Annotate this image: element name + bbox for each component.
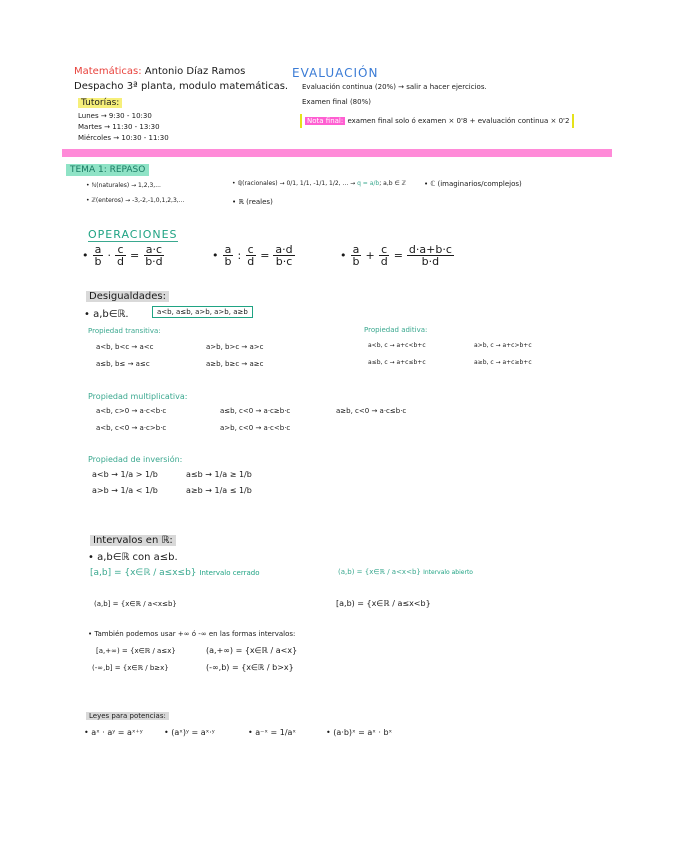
aditiva-title: Propiedad aditiva: bbox=[364, 326, 428, 334]
frac-result bbox=[407, 244, 454, 267]
num: a·c bbox=[145, 243, 163, 256]
ley-potencia-1: • aˣ · aʸ = aˣ⁺ʸ bbox=[84, 728, 143, 737]
inversion-4: a≥b → 1/a ≤ 1/b bbox=[186, 486, 252, 495]
transitiva-1: a<b, b<c → a<c bbox=[96, 343, 154, 351]
equals: = bbox=[129, 249, 140, 262]
den: d bbox=[380, 255, 388, 268]
intervalo-cerrado bbox=[90, 568, 260, 578]
desigualdades-title: Desigualdades: bbox=[86, 291, 169, 302]
inversion-3: a>b → 1/a < 1/b bbox=[92, 486, 158, 495]
intervalo-inf-4: (-∞,b) = {x∈ℝ / b>x} bbox=[206, 663, 294, 672]
ley-1-text: aˣ · aʸ = aˣ⁺ʸ bbox=[91, 728, 143, 737]
evaluacion-title: EVALUACIÓN bbox=[292, 66, 379, 80]
transitiva-4: a≥b, b≥c → a≥c bbox=[206, 360, 264, 368]
bullet: • bbox=[212, 249, 219, 262]
racionales-seq: 0/1, 1/1, -1/1, 1/2, ... bbox=[286, 180, 349, 187]
potencias-title: Leyes para potencias: bbox=[86, 712, 169, 720]
desigualdades-box: a<b, a≤b, a>b, a>b, a≥b bbox=[152, 306, 253, 318]
racionales: • ℚ(racionales) → 0/1, 1/1, -1/1, 1/2, ... → q = a/b; a,b ∈ ℤ bbox=[232, 180, 407, 187]
num: a bbox=[94, 243, 102, 256]
ley-3-text: a⁻ˣ = 1/aˣ bbox=[255, 728, 296, 737]
operaciones-title: OPERACIONES bbox=[88, 228, 178, 241]
complejos-text: ℂ (imaginarios/complejos) bbox=[430, 180, 522, 188]
ley-4-text: (a·b)ˣ = aˣ · bˣ bbox=[333, 728, 393, 737]
racionales-pre: ℚ(racionales) → bbox=[237, 180, 287, 187]
aditiva-1: a<b, c → a+c<b+c bbox=[368, 342, 426, 349]
tutorias-label: Tutorías: bbox=[78, 98, 122, 108]
den: b bbox=[94, 255, 102, 268]
teacher-name: Antonio Díaz Ramos bbox=[144, 66, 246, 77]
ley-potencia-2: • (aˣ)ʸ = aˣ·ʸ bbox=[164, 728, 215, 737]
enteros-text: ℤ(enteros) → -3,-2,-1,0,1,2,3,... bbox=[91, 197, 185, 204]
reales-text: ℝ (reales) bbox=[238, 198, 273, 206]
transitiva-3: a≤b, b≤ → a≤c bbox=[96, 360, 150, 368]
frac-result bbox=[143, 244, 164, 267]
inversion-2: a≤b → 1/a ≥ 1/b bbox=[186, 470, 252, 479]
intervalo-inf-3: (-∞,b] = {x∈ℝ / b≥x} bbox=[92, 664, 169, 672]
multiplicativa-title: Propiedad multiplicativa: bbox=[88, 392, 188, 401]
inversion-title: Propiedad de inversión: bbox=[88, 455, 183, 464]
desigualdades-premise: • a,b∈ℝ. bbox=[84, 309, 129, 320]
reales: • ℝ (reales) bbox=[232, 198, 273, 206]
racionales-form: q = a/b bbox=[357, 180, 380, 187]
transitiva-2: a>b, b>c → a>c bbox=[206, 343, 264, 351]
frac-c-d bbox=[379, 244, 390, 267]
pink-divider bbox=[62, 149, 612, 157]
op-symbol: : bbox=[237, 249, 242, 262]
operacion-division bbox=[212, 244, 295, 267]
intervalo-inf-2: (a,+∞) = {x∈ℝ / a<x} bbox=[206, 646, 298, 655]
cerrado-label: Intervalo cerrado bbox=[199, 569, 260, 577]
subject-label: Matemáticas: bbox=[74, 66, 142, 77]
tambien-line: • También podemos usar +∞ ó -∞ en las formas intervalos: bbox=[88, 630, 296, 638]
frac-a-b bbox=[93, 244, 104, 267]
naturales-text: ℕ(naturales) → 1,2,3,... bbox=[91, 182, 161, 189]
multiplicativa-1: a<b, c>0 → a·c<b·c bbox=[96, 407, 167, 415]
ley-potencia-4: • (a·b)ˣ = aˣ · bˣ bbox=[326, 728, 393, 737]
den: b·d bbox=[421, 255, 440, 268]
tutoria-lunes: Lunes → 9:30 - 10:30 bbox=[78, 112, 152, 120]
equals: = bbox=[393, 249, 403, 262]
complejos: • ℂ (imaginarios/complejos) bbox=[424, 180, 522, 188]
office-value: 3ª planta, modulo matemáticas. bbox=[126, 81, 289, 92]
enteros: • ℤ(enteros) → -3,-2,-1,0,1,2,3,... bbox=[86, 197, 185, 204]
racionales-post: ; a,b ∈ ℤ bbox=[379, 180, 407, 187]
evaluacion-continua: Evaluación continua (20%) → salir a hacer ejercicios. bbox=[302, 83, 487, 91]
inversion-1: a<b → 1/a > 1/b bbox=[92, 470, 158, 479]
nota-final bbox=[300, 114, 574, 128]
abierto-label: Intervalo abierto bbox=[423, 569, 473, 576]
aditiva-2: a>b, c → a+c>b+c bbox=[474, 342, 532, 349]
den: b bbox=[352, 255, 360, 268]
intervalos-premise: • a,b∈ℝ con a≤b. bbox=[88, 552, 178, 563]
multiplicativa-4: a<b, c<0 → a·c>b·c bbox=[96, 424, 167, 432]
aditiva-3: a≤b, c → a+c≤b+c bbox=[368, 359, 426, 366]
num: a bbox=[224, 243, 232, 256]
intervalos-title: Intervalos en ℝ: bbox=[90, 535, 176, 546]
frac-c-d bbox=[245, 244, 256, 267]
operacion-suma bbox=[340, 244, 454, 267]
frac-result bbox=[273, 244, 294, 267]
tutoria-martes: Martes → 11:30 - 13:30 bbox=[78, 123, 160, 131]
den: b bbox=[224, 255, 232, 268]
intervalo-inf-1: [a,+∞) = {x∈ℝ / a≤x} bbox=[96, 647, 176, 655]
multiplicativa-5: a>b, c<0 → a·c<b·c bbox=[220, 424, 291, 432]
frac-c-d bbox=[115, 244, 126, 267]
num: c bbox=[247, 243, 254, 256]
ley-potencia-3: • a⁻ˣ = 1/aˣ bbox=[248, 728, 296, 737]
tutoria-miercoles: Miércoles → 10:30 - 11:30 bbox=[78, 134, 169, 142]
equals: = bbox=[260, 249, 270, 262]
num: c bbox=[117, 243, 124, 256]
num: d·a+b·c bbox=[408, 243, 452, 256]
multiplicativa-3: a≥b, c<0 → a·c≤b·c bbox=[336, 407, 407, 415]
transitiva-title: Propiedad transitiva: bbox=[88, 327, 161, 335]
den: b·d bbox=[145, 255, 163, 268]
naturales: • ℕ(naturales) → 1,2,3,... bbox=[86, 182, 161, 189]
intervalo-abierto bbox=[338, 568, 473, 576]
frac-a-b bbox=[223, 244, 234, 267]
op-symbol: · bbox=[107, 249, 111, 262]
intervalo-semi-2: [a,b) = {x∈ℝ / a≤x<b} bbox=[336, 599, 431, 608]
tema-title: TEMA 1: REPASO bbox=[66, 164, 149, 176]
den: d bbox=[247, 255, 255, 268]
abierto-def: (a,b) = {x∈ℝ / a<x<b} bbox=[338, 568, 421, 576]
nota-final-text: examen final solo ó examen × 0'8 + evaluación continua × 0'2 bbox=[347, 117, 570, 125]
premise-text: a,b∈ℝ. bbox=[93, 309, 129, 320]
subject-line bbox=[74, 66, 245, 77]
premise-text: a,b∈ℝ con a≤b. bbox=[97, 552, 178, 563]
intervalo-semi-1: (a,b] = {x∈ℝ / a<x≤b} bbox=[94, 600, 177, 608]
num: c bbox=[381, 243, 388, 256]
bullet: • bbox=[82, 249, 89, 262]
racionales-arrow: → bbox=[348, 180, 358, 187]
operacion-producto bbox=[82, 244, 165, 267]
office-label: Despacho bbox=[74, 81, 124, 92]
den: b·c bbox=[275, 255, 293, 268]
cerrado-def: [a,b] = {x∈ℝ / a≤x≤b} bbox=[90, 568, 197, 578]
multiplicativa-2: a≤b, c<0 → a·c≥b·c bbox=[220, 407, 291, 415]
tambien-text: También podemos usar +∞ ó -∞ en las formas intervalos: bbox=[94, 630, 296, 638]
office-line bbox=[74, 81, 288, 92]
ley-2-text: (aˣ)ʸ = aˣ·ʸ bbox=[171, 728, 215, 737]
num: a·d bbox=[275, 243, 293, 256]
frac-a-b bbox=[351, 244, 362, 267]
op-symbol: + bbox=[365, 249, 375, 262]
aditiva-4: a≥b, c → a+c≥b+c bbox=[474, 359, 532, 366]
examen-final: Examen final (80%) bbox=[302, 98, 371, 106]
nota-final-label: Nota final: bbox=[307, 117, 344, 125]
num: a bbox=[352, 243, 360, 256]
bullet: • bbox=[340, 249, 347, 262]
den: d bbox=[116, 255, 124, 268]
